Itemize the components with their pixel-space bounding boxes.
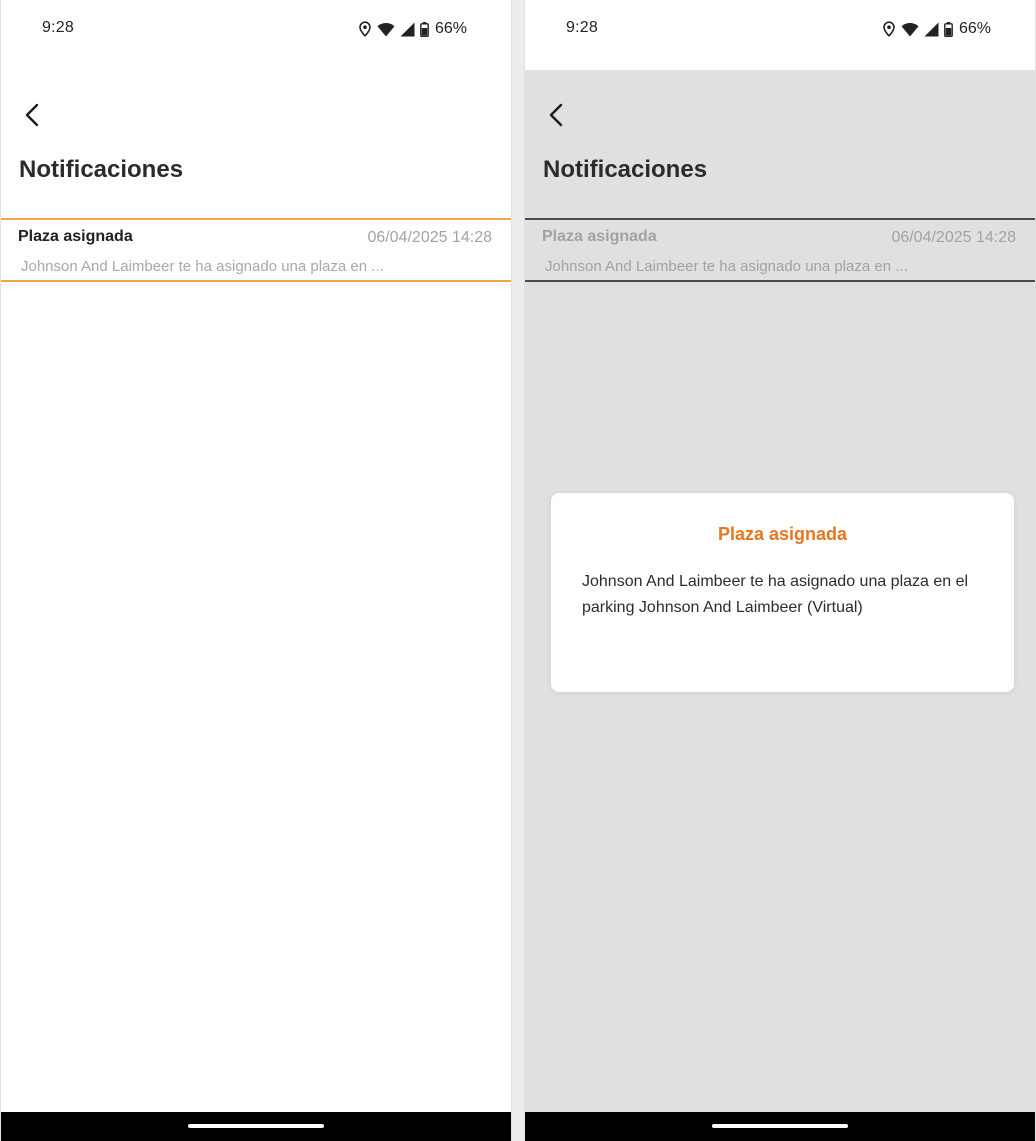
status-time: 9:28 [566,19,598,36]
location-icon [882,21,896,37]
status-icons [882,19,991,39]
notifications-screen [0,0,512,1141]
home-gesture-handle[interactable] [188,1124,324,1128]
battery-percentage: 66% [434,20,467,37]
location-icon [358,21,372,37]
home-gesture-handle[interactable] [712,1124,848,1128]
wifi-icon [901,22,919,37]
navigation-bar [1,1112,511,1141]
notification-item[interactable] [525,218,1035,282]
cell-signal-icon [924,22,939,37]
chevron-left-icon [25,103,39,132]
page-title: Notificaciones [543,156,708,183]
notification-date: 06/04/2025 14:28 [891,229,1016,246]
status-bar [525,0,1035,58]
status-bar [1,0,511,58]
back-button[interactable] [17,100,47,134]
status-time: 9:28 [42,19,74,36]
dialog-title: Plaza asignada [717,524,848,544]
cell-signal-icon [400,22,415,37]
notification-dialog [551,493,1014,692]
notification-date: 06/04/2025 14:28 [367,229,492,246]
dialog-message: Johnson And Laimbeer te ha asignado una plaza en el parking Johnson And Laimbeer (Virtual) [582,573,969,616]
notification-title: Plaza asignada [542,228,657,245]
chevron-left-icon [549,103,563,132]
notification-detail-screen [524,0,1036,1141]
notification-preview: Johnson And Laimbeer te ha asignado una plaza en ... [545,258,908,275]
notification-item[interactable] [1,218,511,282]
notification-title: Plaza asignada [18,228,133,245]
page-title: Notificaciones [19,156,184,183]
battery-percentage: 66% [958,20,991,37]
battery-icon [420,22,429,37]
back-button[interactable] [541,100,571,134]
notification-preview: Johnson And Laimbeer te ha asignado una plaza en ... [21,258,384,275]
navigation-bar [525,1112,1035,1141]
status-icons [358,19,467,39]
wifi-icon [377,22,395,37]
battery-icon [944,22,953,37]
